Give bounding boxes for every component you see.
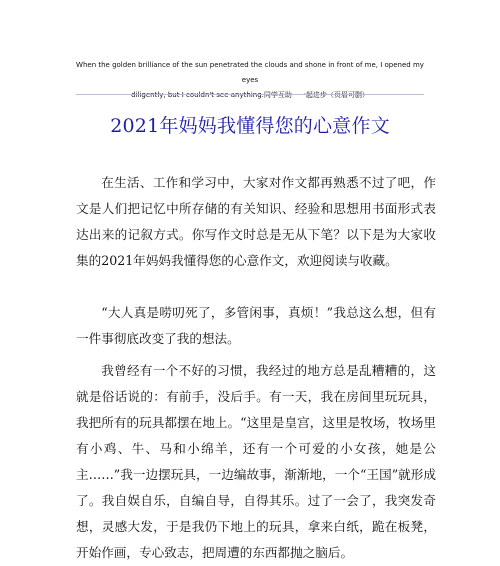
header-line-1: When the golden brilliance of the sun penetrated the clouds and shone in front of me, I opened my eyes xyxy=(76,61,424,84)
header-line-2 xyxy=(70,88,430,103)
page-header xyxy=(70,58,430,103)
document-title: 2021年妈妈我懂得您的心意作文 xyxy=(110,115,390,137)
paragraph-story: 我曾经有一个不好的习惯，我经过的地方总是乱糟糟的，这就是俗话说的：有前手，没后手。有一天，我在房间里玩玩具，我把所有的玩具都摆在地上。“这里是皇宫，这里是牧场，牧场里有小鸡、牛、马和小绵羊，还有一个可爱的小女孩，她是公主……”我一边摆玩具，一边编故事，渐渐地，一个“王国”就形成了。我自娱自乐，自编自导，自得其乐。过了一会了，我突发奇想，灵感大发，于是我仍下地上的玩具，拿来白纸，跪在板凳，开始作画，专心致志，把周遭的东西都抛之脑后。 xyxy=(76,363,436,560)
document-body xyxy=(76,170,436,566)
header-line-2-english: diligently, but I couldn't see anything. xyxy=(131,91,264,99)
header-divider xyxy=(76,94,424,95)
paragraph-quote: “大人真是唠叨死了，多管闲事，真烦！”我总这么想，但有一件事彻底改变了我的想法。 xyxy=(76,305,436,346)
paragraph-intro: 在生活、工作和学习中，大家对作文都再熟悉不过了吧，作文是人们把记忆中所存储的有关知识、经验和思想用书面形式表达出来的记叙方式。你写作文时总是无从下笔？以下是为大家收集的2021年妈妈我懂得您的心意作文，欢迎阅读与收藏。 xyxy=(76,175,436,268)
header-line-2-chinese: 同学互助 一起进步（页眉可删） xyxy=(263,91,369,99)
